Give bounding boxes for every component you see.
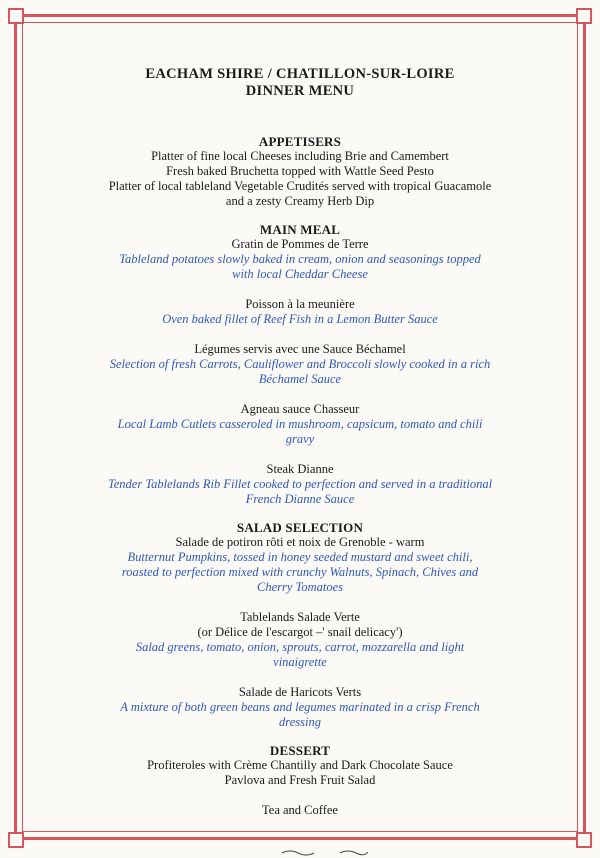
menu-title-line1: EACHAM SHIRE / CHATILLON-SUR-LOIRE: [145, 66, 455, 82]
corner-ornament: [8, 832, 24, 848]
salad-heading: SALAD SELECTION: [236, 520, 364, 535]
dish-name: Agneau sauce Chasseur: [240, 402, 360, 416]
dish-description: Béchamel Sauce: [258, 372, 342, 386]
dish-description: dressing: [279, 715, 321, 729]
dish-description: roasted to perfection mixed with crunchy Walnuts, Spinach, Chives and: [121, 565, 479, 579]
dish-description: Salad greens, tomato, onion, sprouts, carrot, mozzarella and light: [135, 640, 465, 654]
dish-description: gravy: [285, 432, 315, 446]
dish-description: Selection of fresh Carrots, Cauliflower and Broccoli slowly cooked in a rich: [109, 357, 491, 371]
menu-content: [40, 66, 560, 818]
appetiser-item: Platter of local tableland Vegetable Crudités served with tropical Guacamole: [108, 179, 492, 193]
tea-coffee: Tea and Coffee: [262, 803, 338, 817]
dish-name: Gratin de Pommes de Terre: [231, 237, 369, 251]
dish-description: with local Cheddar Cheese: [232, 267, 368, 281]
dish-description: Local Lamb Cutlets casseroled in mushroom, capsicum, tomato and chili: [117, 417, 483, 431]
dish-description: A mixture of both green beans and legumes marinated in a crisp French: [120, 700, 480, 714]
dish-description: Oven baked fillet of Reef Fish in a Lemon Butter Sauce: [162, 312, 438, 326]
appetisers-heading: APPETISERS: [258, 134, 342, 149]
menu-title-line2: DINNER MENU: [245, 83, 355, 99]
dish-name: Salade de Haricots Verts: [238, 685, 362, 699]
corner-ornament: [8, 8, 24, 24]
main-meal-heading: MAIN MEAL: [259, 222, 341, 237]
dish-description: vinaigrette: [273, 655, 327, 669]
appetiser-item: Fresh baked Bruchetta topped with Wattle Seed Pesto: [166, 164, 434, 178]
dish-description: Tableland potatoes slowly baked in cream, onion and seasonings topped: [119, 252, 481, 266]
corner-ornament: [576, 8, 592, 24]
dessert-heading: DESSERT: [269, 743, 331, 758]
dish-subname: (or Délice de l'escargot –' snail delicacy'): [197, 625, 403, 639]
appetiser-item: Platter of fine local Cheeses including Brie and Camembert: [151, 149, 449, 163]
dish-name: Tablelands Salade Verte: [240, 610, 360, 624]
corner-ornament: [576, 832, 592, 848]
dish-description: Cherry Tomatoes: [256, 580, 343, 594]
dish-description: French Dianne Sauce: [245, 492, 355, 506]
appetiser-item: and a zesty Creamy Herb Dip: [225, 194, 375, 208]
dish-name: Poisson à la meunière: [245, 297, 355, 311]
dish-description: Butternut Pumpkins, tossed in honey seeded mustard and sweet chili,: [127, 550, 473, 564]
scribble-mark: [280, 848, 370, 856]
dish-description: Tender Tablelands Rib Fillet cooked to perfection and served in a traditional: [107, 477, 493, 491]
dish-name: Salade de potiron rôti et noix de Grenoble - warm: [175, 535, 425, 549]
dessert-item: Profiteroles with Crème Chantilly and Dark Chocolate Sauce: [147, 758, 453, 772]
dish-name: Légumes servis avec une Sauce Béchamel: [194, 342, 406, 356]
dessert-item: Pavlova and Fresh Fruit Salad: [224, 773, 376, 787]
dish-name: Steak Dianne: [266, 462, 334, 476]
